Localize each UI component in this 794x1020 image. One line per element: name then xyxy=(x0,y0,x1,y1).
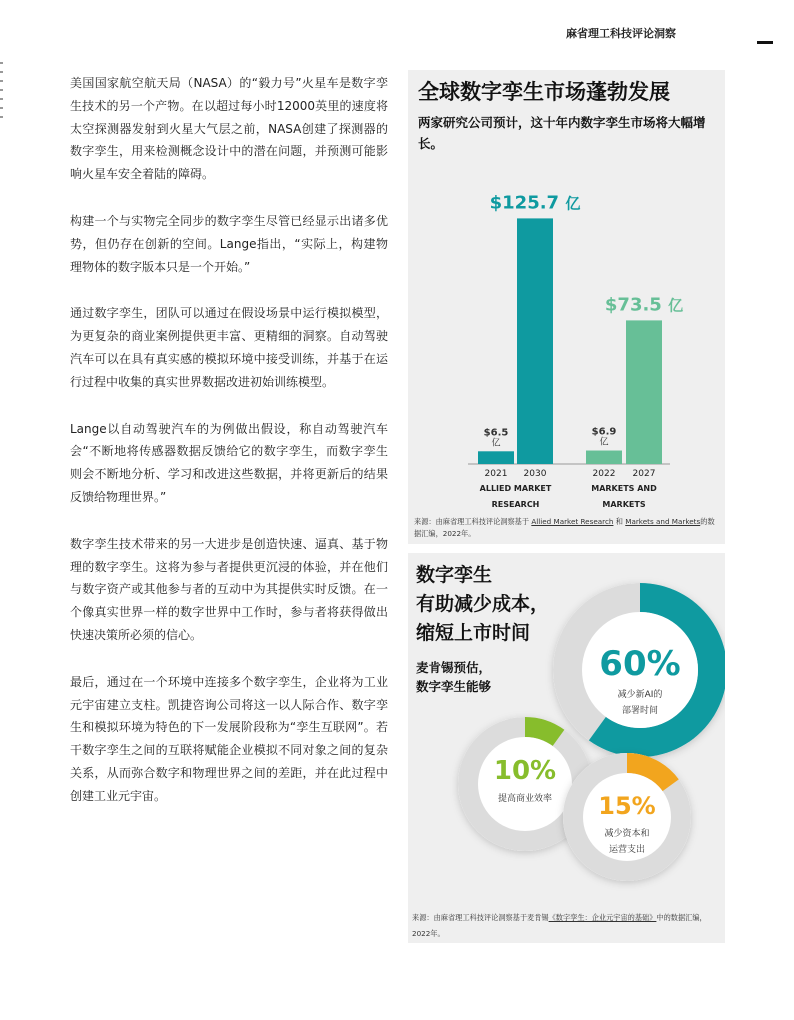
year-tick-label: 2027 xyxy=(632,469,656,479)
year-tick-label: 2030 xyxy=(523,469,547,479)
group-label: ALLIED MARKET xyxy=(479,484,552,493)
article-paragraph: 最后，通过在一个环境中连接多个数字孪生，企业将为工业元宇宙建立支柱。凯捷咨询公司将这一以人际合作、数字孪生和模拟环境为特色的下一发展阶段称为“孪生互联网”。若干数字孪生之间的互联将赋能企业模拟不同对象之间的复杂关系，从而弥合数字和物理世界之间的差距，并在此过程中创建工业元宇宙。 xyxy=(70,674,388,803)
savings-source-prefix: 来源：由麻省理工科技评论洞察基于麦肯锡 xyxy=(412,913,549,922)
savings-title-line: 有助减少成本， xyxy=(416,593,550,615)
savings-source-suffix: 中的数据汇编，2022年。 xyxy=(412,913,707,938)
savings-title xyxy=(416,561,549,648)
savings-title-line: 缩短上市时间 xyxy=(416,622,531,644)
header-title: 麻省理工科技评论洞察 xyxy=(566,27,676,40)
donut-desc-label: 部署时间 xyxy=(621,706,659,716)
donut-desc-label: 运营支出 xyxy=(608,845,646,855)
source-prefix: 来源：由麻省理工科技评论洞察基于 xyxy=(414,517,530,526)
bar xyxy=(517,218,553,464)
bar xyxy=(586,451,622,464)
savings-subtitle-line: 数字孪生能够 xyxy=(416,679,492,694)
bar-value-label: $6.9 xyxy=(591,426,617,438)
group-label: MARKETS xyxy=(602,500,646,509)
article-paragraph: 美国国家航空航天局（NASA）的“毅力号”火星车是数字孪生技术的另一个产物。在以超过每小时12000英里的速度将太空探测器发射到火星大气层之前，NASA创建了探测器的数字孪生，用来检测概念设计中的潜在问题，并预测可能影响火星车安全着陆的障碍。 xyxy=(70,76,388,182)
savings-title-line: 数字孪生 xyxy=(416,564,493,586)
bar-value-label: $125.7 亿 xyxy=(489,192,581,214)
donut-value-label: 10% xyxy=(493,756,557,786)
donut-value-label: 60% xyxy=(599,644,681,684)
bar-value-unit: 亿 xyxy=(599,437,609,448)
source-mid: 和 xyxy=(615,517,623,526)
donut-value-label: 15% xyxy=(598,792,656,820)
cost-savings-panel xyxy=(408,553,725,943)
bar xyxy=(478,451,514,464)
group-label: RESEARCH xyxy=(491,500,540,509)
savings-source-link[interactable]: 《数字孪生：企业元宇宙的基础》 xyxy=(548,913,657,922)
source-link-markets[interactable]: Markets and Markets xyxy=(625,517,701,526)
source-suffix: 的数据汇编，2022年。 xyxy=(414,517,715,538)
bar-value-unit: 亿 xyxy=(491,438,501,449)
donut-desc-label: 减少新AI的 xyxy=(617,690,663,700)
chart-subtitle: 两家研究公司预计，这十年内数字孪生市场将大幅增长。 xyxy=(418,115,706,151)
article-paragraph: 通过数字孪生，团队可以通过在假设场景中运行模拟模型，为更复杂的商业案例提供更丰富、更精细的洞察。自动驾驶汽车可以在具有真实感的模拟环境中接受训练，并基于在运行过程中收集的真实世界数据改进初始训练模型。 xyxy=(70,306,388,389)
market-chart-panel xyxy=(408,70,725,544)
article-paragraph: 构建一个与实物完全同步的数字孪生尽管已经显示出诸多优势，但仍存在创新的空间。Lange指出，“实际上，构建物理物体的数字版本只是一个开始。” xyxy=(70,213,388,274)
savings-subtitle-line: 麦肯锡预估， xyxy=(416,660,492,675)
chart-title: 全球数字孪生市场蓬勃发展 xyxy=(418,80,670,104)
donut-desc-label: 提高商业效率 xyxy=(497,794,553,804)
donut-desc-label: 减少资本和 xyxy=(604,829,650,839)
article-paragraph: 数字孪生技术带来的另一大进步是创造快速、逼真、基于物理的数字孪生。这将为参与者提供更沉浸的体验，并在他们与数字资产或其他参与者的互动中为其提供实时反馈。在一个像真实世界一样的数字世界中工作时，参与者将获得做出快速决策所必须的信心。 xyxy=(70,536,388,642)
year-tick-label: 2022 xyxy=(592,469,616,479)
header-bar xyxy=(757,41,773,44)
article-body xyxy=(70,72,388,832)
bar xyxy=(626,320,662,464)
year-tick-label: 2021 xyxy=(484,469,508,479)
bar-value-label: $73.5 亿 xyxy=(604,294,684,316)
bar-value-label: $6.5 xyxy=(483,427,509,439)
source-link-allied[interactable]: Allied Market Research xyxy=(531,517,614,526)
article-paragraph: Lange以自动驾驶汽车的为例做出假设，称自动驾驶汽车会“不断地将传感器数据反馈给它的数字孪生，而数字孪生则会不断地分析、学习和改进这些数据，并将更新后的结果反馈给物理世界。” xyxy=(70,421,388,504)
savings-source xyxy=(412,910,722,942)
group-label: MARKETS AND xyxy=(591,484,657,493)
chart-source xyxy=(414,516,720,540)
savings-subtitle xyxy=(416,658,491,696)
margin-dots xyxy=(0,62,3,118)
